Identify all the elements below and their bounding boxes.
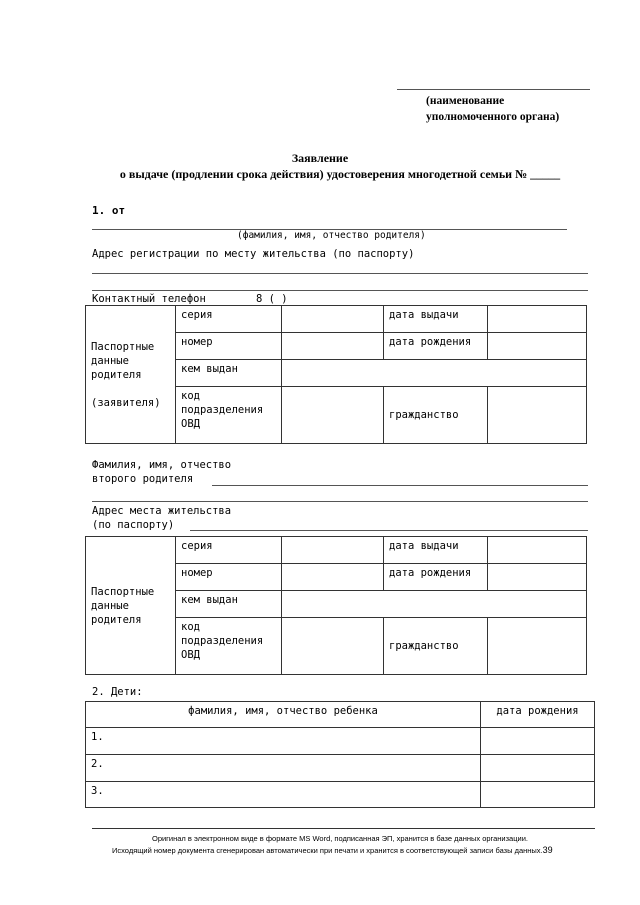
title-line1: Заявление	[291, 151, 349, 165]
footer-divider	[92, 828, 595, 829]
passport2-birth-date-label: дата рождения	[384, 564, 488, 591]
phone-code: 8 ( )	[256, 293, 288, 305]
passport-table-second-parent	[85, 536, 587, 675]
passport1-side-label	[86, 306, 176, 444]
passport2-issue-date-value[interactable]	[488, 537, 587, 564]
authority-line	[397, 89, 590, 90]
authority-line2: уполномоченного органа)	[426, 111, 560, 123]
title-line2: о выдаче (продлении срока действия) удостоверения многодетной семьи № _____	[119, 167, 561, 181]
authority-label	[426, 93, 559, 125]
passport1-side-label-4: (заявителя)	[91, 396, 161, 409]
passport1-code-line1: код	[181, 390, 200, 402]
passport2-code-line3: ОВД	[181, 649, 200, 661]
passport2-side-label	[86, 537, 176, 675]
applicant-address-label: Адрес регистрации по месту жительства (по паспорту)	[92, 248, 415, 260]
second-parent-address-label-2: (по паспорту)	[92, 519, 175, 531]
passport1-issued-by-label: кем выдан	[176, 360, 282, 387]
child-row-2-birth[interactable]	[481, 755, 595, 782]
passport1-issued-by-value[interactable]	[282, 360, 587, 387]
passport1-side-label-1: Паспортные	[91, 340, 155, 353]
child-row-3[interactable]: 3.	[86, 782, 481, 808]
passport1-issue-date-label: дата выдачи	[384, 306, 488, 333]
passport1-series-value[interactable]	[282, 306, 384, 333]
passport1-birth-date-value[interactable]	[488, 333, 587, 360]
passport2-series-label: серия	[176, 537, 282, 564]
children-col-birth: дата рождения	[481, 702, 595, 728]
passport1-citizenship-label: гражданство	[384, 387, 488, 444]
second-parent-name-label	[92, 458, 231, 486]
passport2-issue-date-label: дата выдачи	[384, 537, 488, 564]
passport1-code-label	[176, 387, 282, 444]
passport2-birth-date-value[interactable]	[488, 564, 587, 591]
passport1-series-label: серия	[176, 306, 282, 333]
second-parent-name-line-2[interactable]	[92, 501, 588, 502]
section1-heading: 1. от	[92, 204, 126, 217]
page-number: 39	[542, 845, 553, 855]
children-col-name: фамилия, имя, отчество ребенка	[86, 702, 481, 728]
passport2-number-label: номер	[176, 564, 282, 591]
second-parent-address-label-1: Адрес места жительства	[92, 505, 232, 517]
passport2-issued-by-value[interactable]	[282, 591, 587, 618]
child-row-3-birth[interactable]	[481, 782, 595, 808]
passport2-code-value[interactable]	[282, 618, 384, 675]
second-parent-name-label-1: Фамилия, имя, отчество	[92, 459, 232, 471]
passport1-number-label: номер	[176, 333, 282, 360]
passport2-citizenship-value[interactable]	[488, 618, 587, 675]
children-table	[85, 701, 595, 808]
passport1-code-line2: подразделения	[181, 404, 264, 416]
passport1-issue-date-value[interactable]	[488, 306, 587, 333]
passport1-side-label-3: родителя	[91, 368, 142, 381]
passport-table-applicant	[85, 305, 587, 444]
passport1-side-label-2: данные	[91, 354, 129, 367]
applicant-address-line-2[interactable]	[92, 290, 588, 291]
phone-label: Контактный телефон	[92, 293, 206, 305]
authority-line1: (наименование	[426, 95, 505, 107]
document-title	[0, 150, 640, 182]
applicant-address-line-1[interactable]	[92, 273, 588, 274]
children-heading: 2. Дети:	[92, 686, 143, 698]
passport1-citizenship-value[interactable]	[488, 387, 587, 444]
child-row-2[interactable]: 2.	[86, 755, 481, 782]
child-row-1[interactable]: 1.	[86, 728, 481, 755]
second-parent-address-line[interactable]	[190, 530, 588, 531]
passport1-code-value[interactable]	[282, 387, 384, 444]
passport1-birth-date-label: дата рождения	[384, 333, 488, 360]
passport2-issued-by-label: кем выдан	[176, 591, 282, 618]
passport2-side-label-1: Паспортные	[91, 585, 155, 598]
passport2-side-label-3: родителя	[91, 613, 142, 626]
footer-line2-wrap	[112, 844, 553, 857]
second-parent-address-label	[92, 504, 231, 532]
passport2-code-label	[176, 618, 282, 675]
child-row-1-birth[interactable]	[481, 728, 595, 755]
passport2-number-value[interactable]	[282, 564, 384, 591]
passport2-side-label-2: данные	[91, 599, 129, 612]
second-parent-name-line[interactable]	[212, 485, 588, 486]
applicant-name-hint: (фамилия, имя, отчество родителя)	[237, 230, 426, 241]
passport1-number-value[interactable]	[282, 333, 384, 360]
passport2-series-value[interactable]	[282, 537, 384, 564]
passport2-code-line2: подразделения	[181, 635, 264, 647]
passport2-citizenship-label: гражданство	[384, 618, 488, 675]
footer-line1: Оригинал в электронном виде в формате MS Word, подписанная ЭП, хранится в базе данных организации.	[151, 834, 528, 843]
footer-line2: Исходящий номер документа сгенерирован автоматически при печати и хранится в соответствующей записи базы данных.	[112, 846, 543, 855]
passport2-code-line1: код	[181, 621, 200, 633]
passport1-code-line3: ОВД	[181, 418, 200, 430]
second-parent-name-label-2: второго родителя	[92, 473, 194, 485]
